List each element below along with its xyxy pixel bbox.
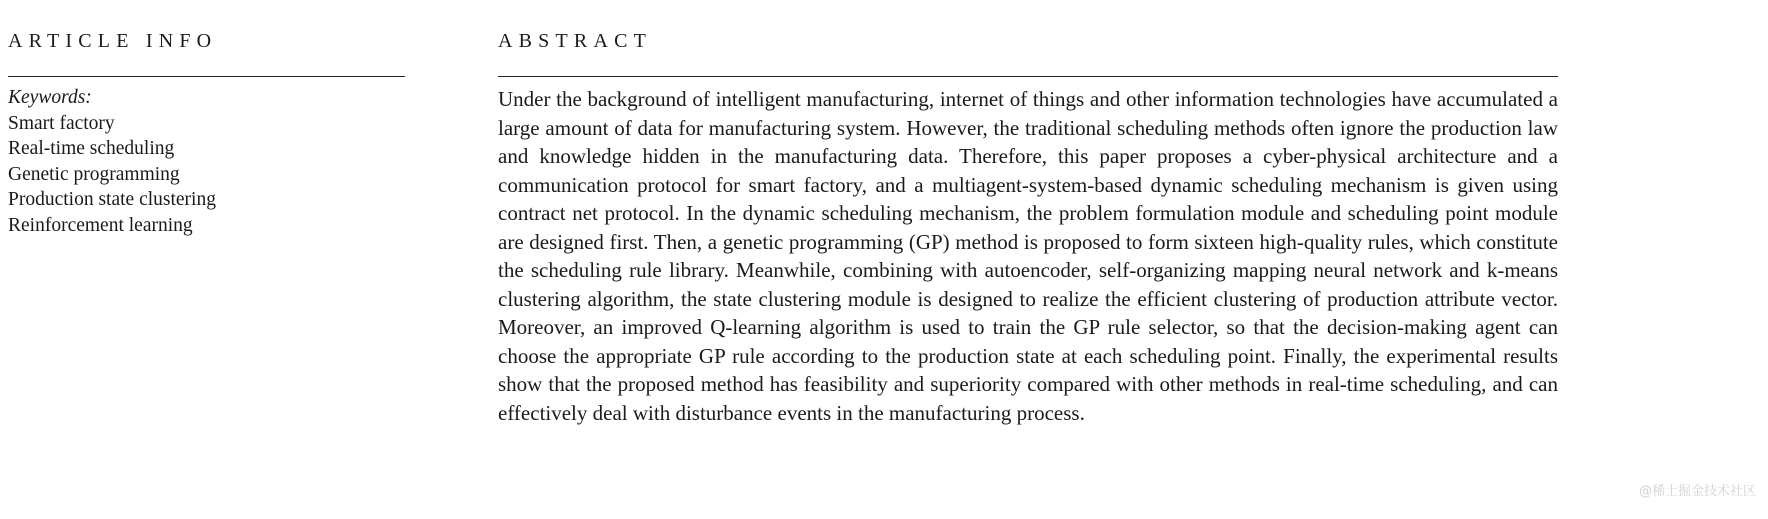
article-info-heading: ARTICLE INFO [8,30,218,52]
article-info-column [8,30,405,238]
keyword-item: Real-time scheduling [8,138,175,159]
keywords-label: Keywords: [8,87,92,108]
abstract-heading: ABSTRACT [498,30,653,52]
keyword-item: Production state clustering [8,189,216,210]
abstract-column [498,30,1558,427]
article-info-divider [8,76,405,77]
keyword-item: Genetic programming [8,163,180,185]
keyword-item: Reinforcement learning [8,214,193,236]
keywords-list [8,85,405,238]
watermark: @稀土掘金技术社区 [1638,484,1756,499]
abstract-divider [498,76,1558,77]
keyword-item: Smart factory [8,112,115,134]
abstract-body: Under the background of intelligent manufacturing, internet of things and other information technologies have accumulated a large amount of data for manufacturing system. However, the traditional scheduling methods often ignore the production law and knowledge hidden in the manufacturing data. Therefore, this paper proposes a cyber-physical architecture and a communication protocol for smart factory, and a multiagent-system-based dynamic scheduling mechanism is given using contract net protocol. In the dynamic scheduling mechanism, the problem formulation module and scheduling point module are designed first. Then, a genetic programming (GP) method is proposed to form sixteen high-quality rules, which constitute the scheduling rule library. Meanwhile, combining with autoencoder, self-organizing mapping neural network and k-means clustering algorithm, the state clustering module is designed to realize the efficient clustering of production attribute vector. Moreover, an improved Q-learning algorithm is used to train the GP rule selector, so that the decision-making agent can choose the appropriate GP rule according to the production state at each scheduling point. Finally, the experimental results show that the proposed method has feasibility and superiority compared with other methods in real-time scheduling, and can effectively deal with disturbance events in the manufacturing process. [498,87,1558,425]
